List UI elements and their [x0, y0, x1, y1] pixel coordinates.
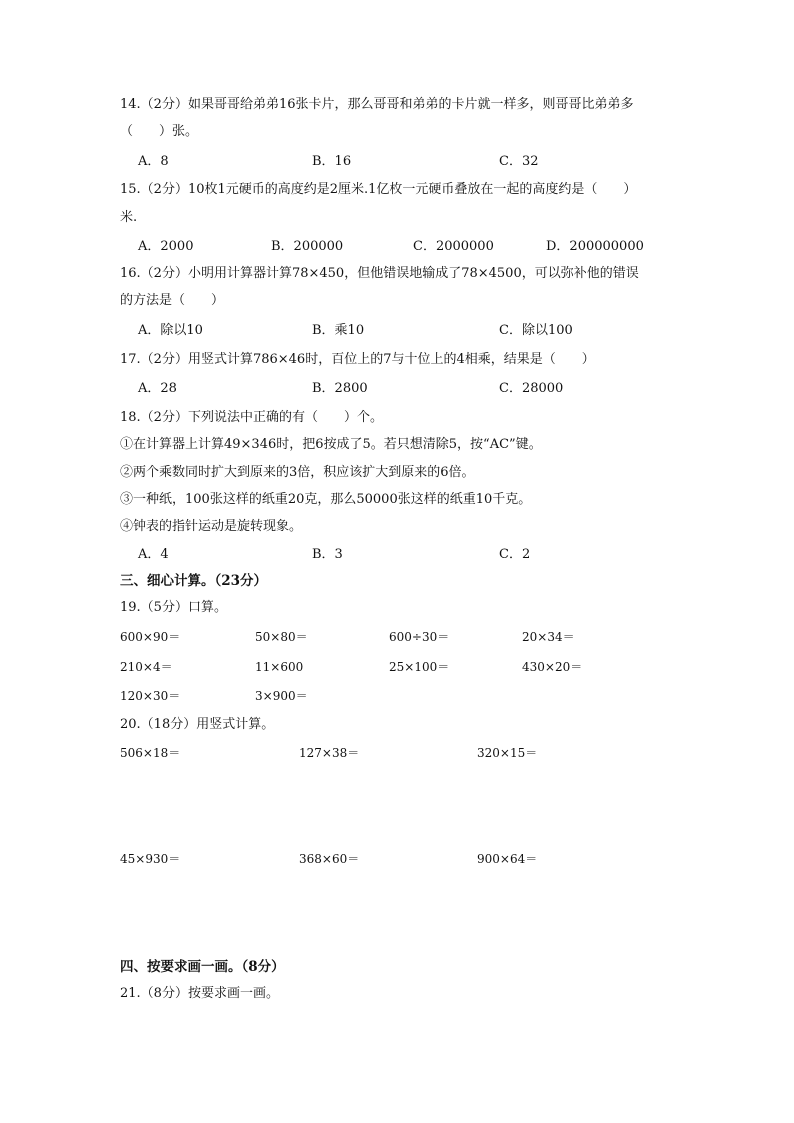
q18-statement-3: ③一种纸，100张这样的纸重20克，那么50000张这样的纸重10千克。 — [120, 492, 532, 507]
q14-text-line1: 14.（2分）如果哥哥给弟弟16张卡片，那么哥哥和弟弟的卡片就一样多，则哥哥比弟弟多 — [120, 97, 634, 112]
q20-item: 506×18＝ — [120, 746, 181, 760]
q19-item: 120×30＝ — [120, 689, 181, 703]
q20-item: 900×64＝ — [477, 852, 538, 866]
q19-item: 430×20＝ — [522, 660, 583, 674]
q14-option-b: B．16 — [312, 154, 352, 169]
q19-label: 19.（5分）口算。 — [120, 600, 227, 615]
q19-item: 50×80＝ — [255, 630, 308, 644]
q20-label: 20.（18分）用竖式计算。 — [120, 717, 275, 732]
section-4-heading: 四、按要求画一画。（8分） — [120, 959, 285, 975]
q14-text-line2: （ ）张。 — [120, 124, 199, 139]
q16-option-a: A．除以10 — [138, 323, 203, 338]
q15-option-b: B．200000 — [271, 239, 344, 254]
q15-option-d: D．200000000 — [546, 239, 644, 254]
q19-item: 11×600 — [255, 660, 304, 674]
q18-option-b: B．3 — [312, 547, 343, 562]
q14-option-c: C．32 — [499, 154, 539, 169]
q15-text-line1: 15.（2分）10枚1元硬币的高度约是2厘米.1亿枚一元硬币叠放在一起的高度约是（ ） — [120, 182, 637, 197]
q16-option-c: C．除以100 — [499, 323, 573, 338]
q15-option-a: A．2000 — [138, 239, 194, 254]
q18-statement-2: ②两个乘数同时扩大到原来的3倍，积应该扩大到原来的6倍。 — [120, 465, 475, 480]
q18-statement-1: ①在计算器上计算49×346时，把6按成了5。若只想清除5，按“AC”键。 — [120, 437, 542, 452]
q18-option-a: A．4 — [138, 547, 169, 562]
q17-option-b: B．2800 — [312, 381, 368, 396]
q17-option-a: A．28 — [138, 381, 177, 396]
q20-item: 127×38＝ — [299, 746, 360, 760]
q19-item: 25×100＝ — [389, 660, 450, 674]
q19-item: 3×900＝ — [255, 689, 308, 703]
q14-option-a: A．8 — [138, 154, 169, 169]
q19-item: 210×4＝ — [120, 660, 173, 674]
q19-item: 600×90＝ — [120, 630, 181, 644]
q16-text-line1: 16.（2分）小明用计算器计算78×450，但他错误地输成了78×4500，可以弥补他的错误 — [120, 266, 639, 281]
q20-item: 45×930＝ — [120, 852, 181, 866]
q19-item: 20×34＝ — [522, 630, 575, 644]
q21-label: 21.（8分）按要求画一画。 — [120, 986, 279, 1001]
q15-text-line2: 米. — [120, 210, 138, 225]
q16-text-line2: 的方法是（ ） — [120, 293, 225, 308]
q20-item: 320×15＝ — [477, 746, 538, 760]
section-3-heading: 三、细心计算。（23分） — [120, 573, 268, 589]
q18-statement-4: ④钟表的指针运动是旋转现象。 — [120, 519, 303, 534]
q18-text-line1: 18.（2分）下列说法中正确的有（ ）个。 — [120, 410, 383, 425]
q19-item: 600÷30＝ — [389, 630, 450, 644]
q17-text-line1: 17.（2分）用竖式计算786×46时，百位上的7与十位上的4相乘，结果是（ ） — [120, 352, 595, 367]
q15-option-c: C．2000000 — [413, 239, 494, 254]
q20-item: 368×60＝ — [299, 852, 360, 866]
q16-option-b: B．乘10 — [312, 323, 365, 338]
q18-option-c: C．2 — [499, 547, 531, 562]
q17-option-c: C．28000 — [499, 381, 564, 396]
